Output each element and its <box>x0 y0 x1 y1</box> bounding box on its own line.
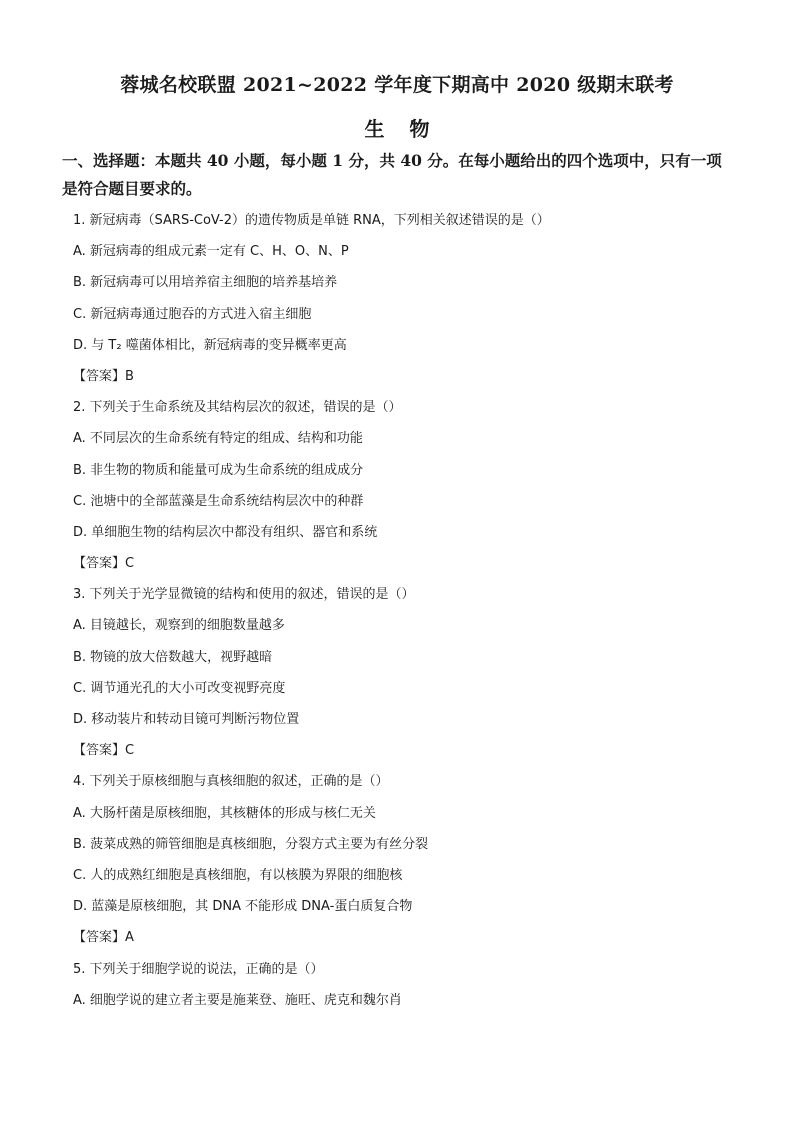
question-line: C. 调节通光孔的大小可改变视野亮度 <box>73 680 286 696</box>
answer-line: 【答案】C <box>73 556 135 572</box>
question-line: B. 菠菜成熟的筛管细胞是真核细胞，分裂方式主要为有丝分裂 <box>73 836 429 852</box>
answer-line: 【答案】A <box>73 930 134 946</box>
question-line: B. 新冠病毒可以用培养宿主细胞的培养基培养 <box>73 275 338 291</box>
question-line: C. 池塘中的全部蓝藻是生命系统结构层次中的种群 <box>73 493 364 509</box>
question-line: D. 与 T₂ 噬菌体相比，新冠病毒的变异概率更高 <box>73 337 347 353</box>
question-line: 4. 下列关于原核细胞与真核细胞的叙述，正确的是（） <box>73 774 389 790</box>
question-line: B. 物镜的放大倍数越大，视野越暗 <box>73 649 273 665</box>
question-line: C. 人的成熟红细胞是真核细胞，有以核膜为界限的细胞核 <box>73 867 403 883</box>
question-line: C. 新冠病毒通过胞吞的方式进入宿主细胞 <box>73 306 312 322</box>
question-line: 5. 下列关于细胞学说的说法，正确的是（） <box>73 961 324 977</box>
question-line: A. 目镜越长，观察到的细胞数量越多 <box>73 618 285 634</box>
question-line: A. 新冠病毒的组成元素一定有 C、H、O、N、P <box>73 244 349 260</box>
answer-line: 【答案】C <box>73 743 135 759</box>
question-line: 1. 新冠病毒（SARS-CoV-2）的遗传物质是单链 RNA，下列相关叙述错误的是（） <box>73 213 550 228</box>
question-list <box>73 211 733 1022</box>
answer-line: 【答案】B <box>73 368 134 384</box>
question-line: D. 移动装片和转动目镜可判断污物位置 <box>73 712 300 727</box>
question-line: 3. 下列关于光学显微镜的结构和使用的叙述，错误的是（） <box>73 587 415 603</box>
exam-subject: 生 物 <box>364 117 430 141</box>
question-line: A. 大肠杆菌是原核细胞，其核糖体的形成与核仁无关 <box>73 805 376 821</box>
question-line: A. 不同层次的生命系统有特定的组成、结构和功能 <box>73 431 363 447</box>
question-line: B. 非生物的物质和能量可成为生命系统的组成成分 <box>73 462 364 478</box>
question-line: D. 单细胞生物的结构层次中都没有组织、器官和系统 <box>73 524 378 540</box>
section-heading: 一、选择题：本题共 40 小题，每小题 1 分，共 40 分。在每小题给出的四个选项中，只有一项是符合题目要求的。 <box>62 151 722 198</box>
question-line: A. 细胞学说的建立者主要是施莱登、施旺、虎克和魏尔肖 <box>73 992 402 1008</box>
exam-title: 蓉城名校联盟 2021~2022 学年度下期高中 2020 级期末联考 <box>120 74 674 96</box>
question-line: D. 蓝藻是原核细胞，其 DNA 不能形成 DNA-蛋白质复合物 <box>73 899 413 915</box>
question-line: 2. 下列关于生命系统及其结构层次的叙述，错误的是（） <box>73 400 402 416</box>
